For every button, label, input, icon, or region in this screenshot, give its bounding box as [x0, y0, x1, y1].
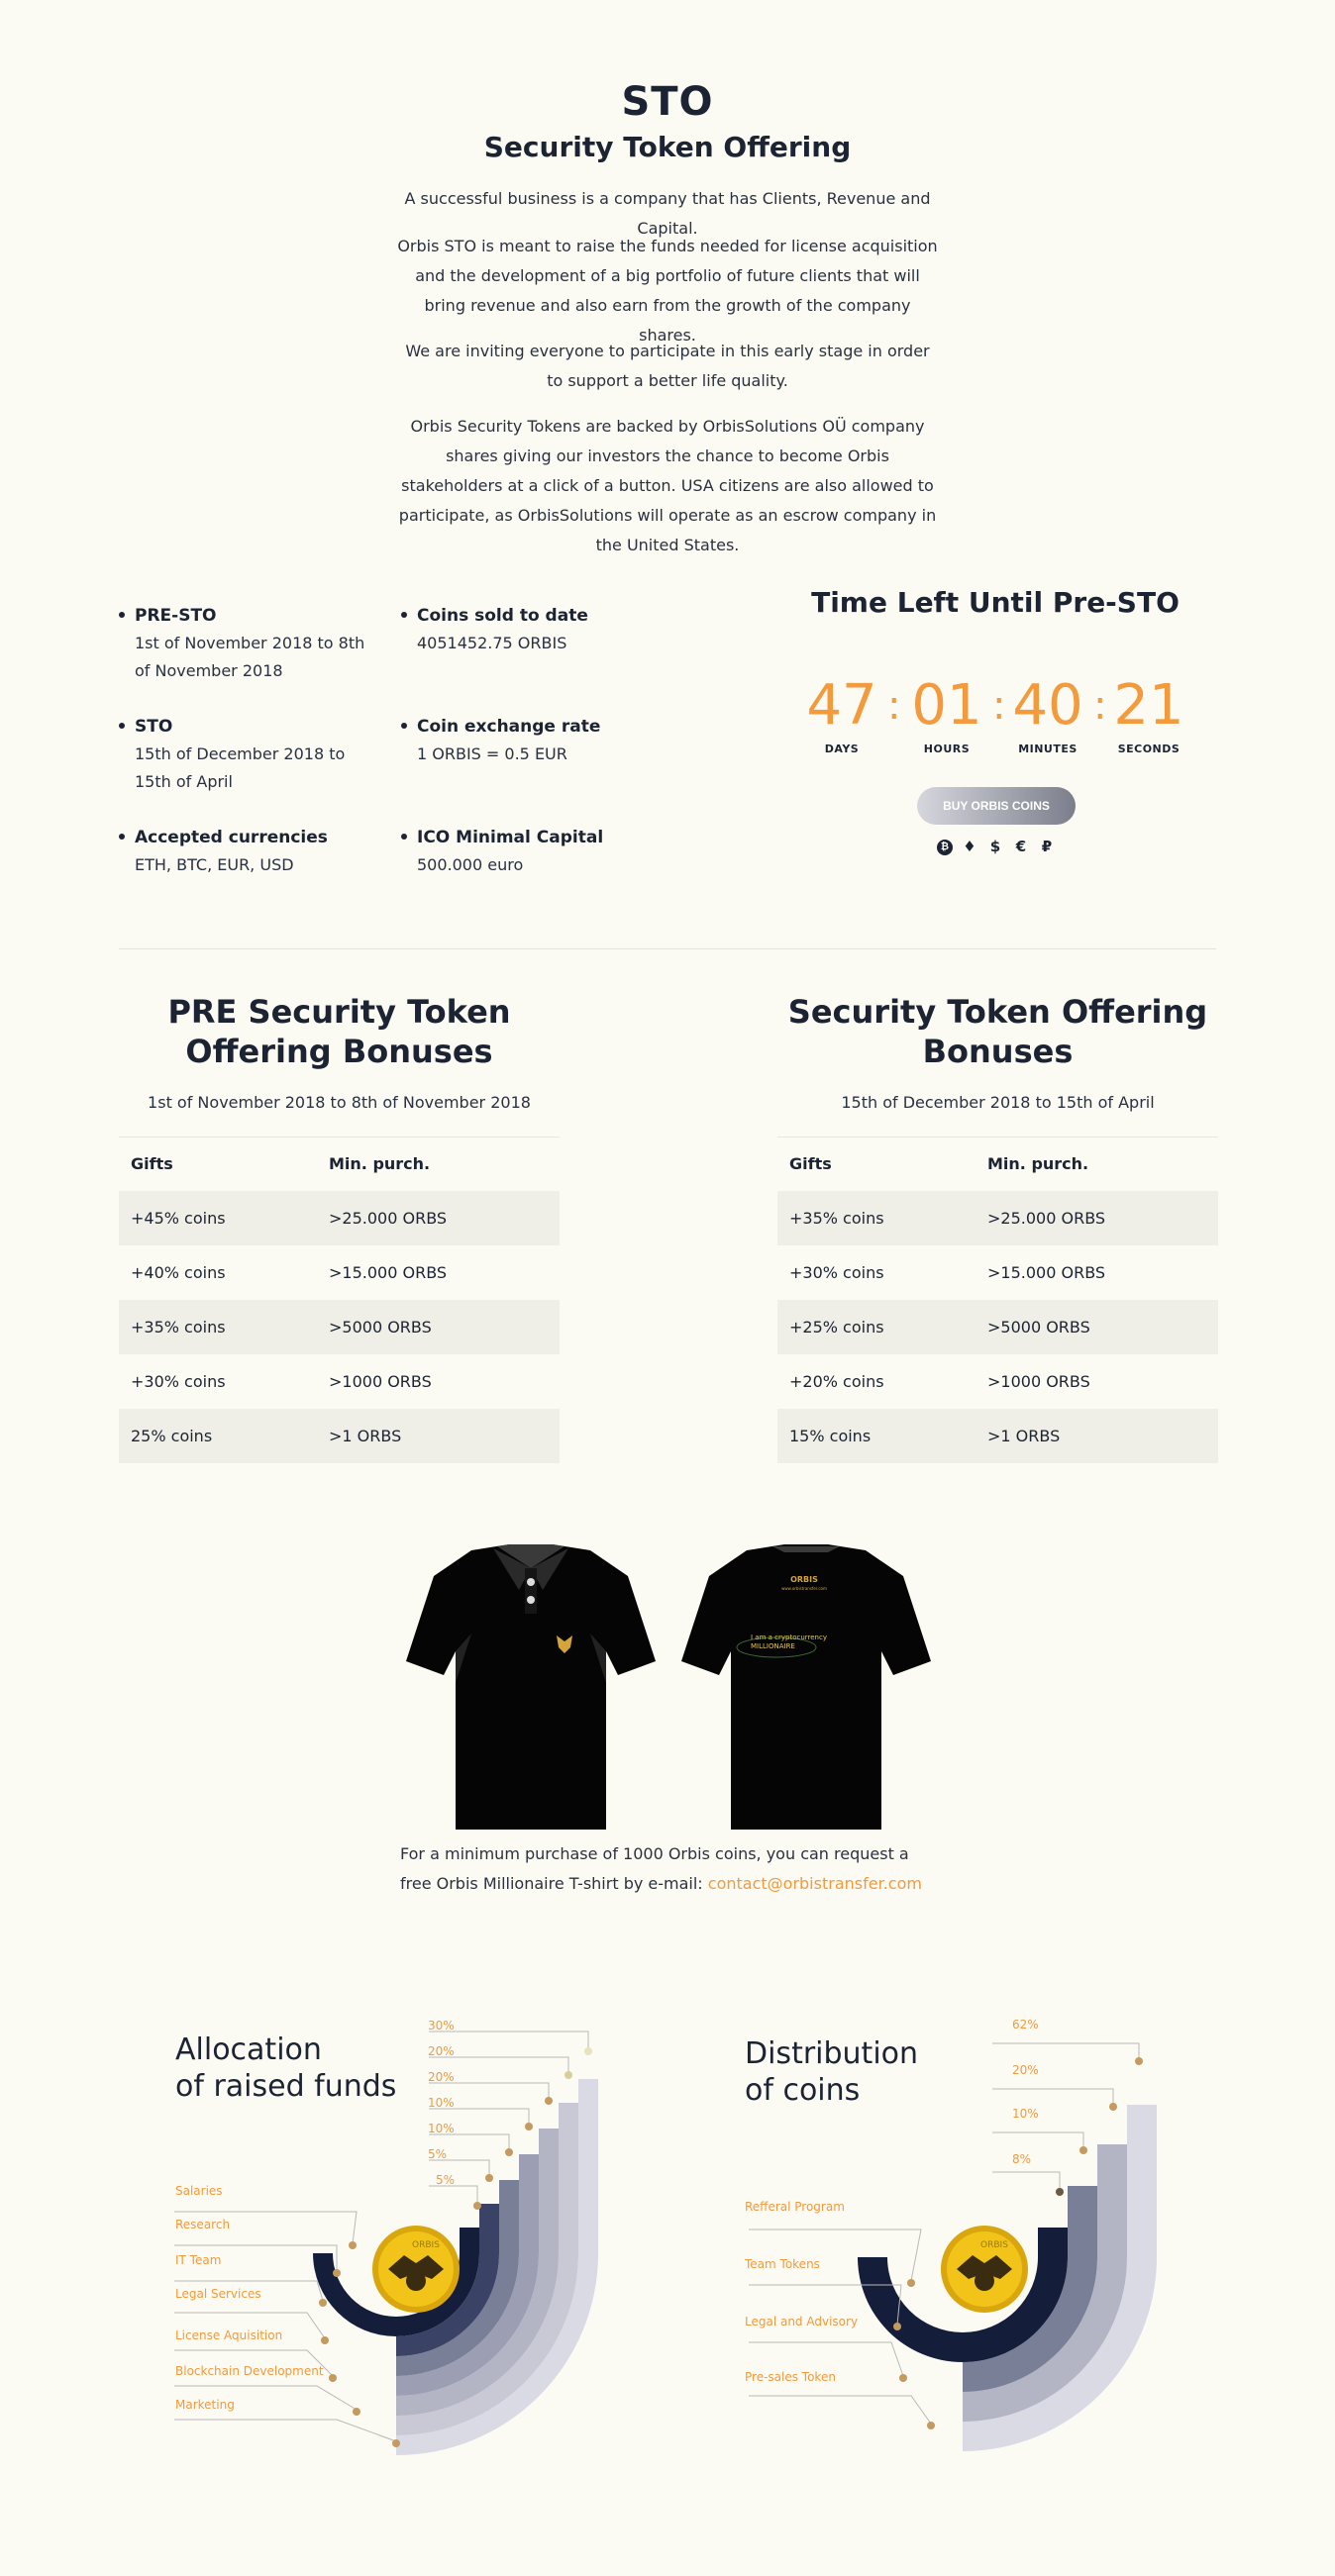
gift-cell: +30% coins — [789, 1262, 884, 1282]
allocation-label: License Aquisition — [175, 2328, 283, 2342]
countdown-label: SECONDS — [1117, 743, 1181, 755]
allocation-label: Research — [175, 2218, 231, 2231]
gift-cell: +45% coins — [119, 1191, 317, 1245]
countdown-separator: : — [887, 683, 901, 729]
sto-info-list-right — [401, 602, 659, 907]
distribution-title-line-1: Distribution — [745, 2036, 919, 2071]
table-header-row — [119, 1138, 560, 1191]
intro-paragraph-3: We are inviting everyone to participate in this early stage in order to support a better life quality. — [405, 342, 930, 390]
min-purchase-cell: >15.000 ORBS — [329, 1262, 448, 1282]
gift-cell: +25% coins — [777, 1300, 976, 1354]
tshirt-offer-text — [400, 1839, 935, 1899]
orbis-coin-icon — [372, 2226, 460, 2313]
column-header-gifts: Gifts — [119, 1138, 317, 1191]
gift-cell: +20% coins — [789, 1371, 884, 1391]
countdown-value: 47 — [806, 673, 877, 738]
allocation-label: Marketing — [175, 2398, 235, 2412]
min-purchase-cell: >1 ORBS — [317, 1409, 560, 1463]
allocation-percent: 5% — [428, 2147, 448, 2161]
distribution-label: Legal and Advisory — [745, 2315, 859, 2328]
info-value: ETH, BTC, EUR, USD — [135, 855, 294, 874]
allocation-ring-chart — [158, 2010, 614, 2465]
back-print-brand: ORBIS — [790, 1575, 818, 1584]
table-row — [119, 1300, 560, 1354]
tshirt-offer-description: For a minimum purchase of 1000 Orbis coins, you can request a free Orbis Millionaire T-shirt by e-mail: — [400, 1844, 909, 1893]
info-item-sto — [119, 713, 376, 796]
table-row — [119, 1245, 560, 1300]
info-value: 500.000 euro — [417, 855, 524, 874]
sto-bonus-table — [777, 1137, 1218, 1463]
info-value: 4051452.75 ORBIS — [417, 634, 567, 652]
section-divider — [119, 948, 1216, 949]
info-item-currencies — [119, 824, 376, 879]
distribution-label: Refferal Program — [745, 2200, 845, 2214]
sto-info-list-left — [119, 602, 376, 907]
intro-paragraph-2: Orbis STO is meant to raise the funds needed for license acquisition and the development of a big portfolio of future clients that will bring revenue and also earn from the growth of the company shares. — [397, 237, 938, 345]
distribution-percent: 62% — [1012, 2018, 1039, 2031]
coin-brand: ORBIS — [412, 2240, 440, 2250]
allocation-percent: 5% — [436, 2173, 456, 2187]
gift-cell: +35% coins — [777, 1191, 976, 1245]
min-purchase-cell: >5000 ORBS — [317, 1300, 560, 1354]
info-item-pre-sto — [119, 602, 376, 685]
countdown-separator: : — [1093, 683, 1107, 729]
pre-sto-bonus-table — [119, 1137, 560, 1463]
allocation-percent: 20% — [428, 2044, 455, 2058]
tshirt-front-image — [402, 1544, 660, 1833]
gift-cell: +35% coins — [119, 1300, 317, 1354]
min-purchase-cell: >25.000 ORBS — [317, 1191, 560, 1245]
column-header-min-purchase: Min. purch. — [317, 1138, 560, 1191]
allocation-label: Salaries — [175, 2184, 223, 2198]
column-header-gifts: Gifts — [777, 1138, 976, 1191]
countdown-timer — [802, 673, 1188, 755]
allocation-percent: 20% — [428, 2070, 455, 2084]
intro-paragraph-1: A successful business is a company that has Clients, Revenue and Capital. — [404, 189, 931, 238]
countdown-minutes — [1008, 673, 1087, 755]
countdown-value: 40 — [1012, 673, 1083, 738]
min-purchase-cell: >1 ORBS — [976, 1409, 1218, 1463]
distribution-percent: 10% — [1012, 2107, 1039, 2121]
page-title: STO — [621, 79, 714, 125]
countdown-value: 21 — [1113, 673, 1184, 738]
contact-email-link[interactable]: contact@orbistransfer.com — [707, 1874, 922, 1893]
distribution-title-line-2: of coins — [745, 2073, 861, 2108]
min-purchase-cell: >15.000 ORBS — [987, 1262, 1106, 1282]
allocation-percent: 30% — [428, 2019, 455, 2032]
info-item-exchange-rate — [401, 713, 659, 768]
gift-cell: 25% coins — [119, 1409, 317, 1463]
coin-brand: ORBIS — [980, 2240, 1008, 2250]
euro-icon: € — [1015, 838, 1027, 855]
allocation-title-line-1: Allocation — [175, 2032, 322, 2067]
tshirt-back-image — [677, 1544, 935, 1833]
table-row — [777, 1300, 1218, 1354]
ethereum-icon: ♦ — [963, 838, 976, 855]
gift-cell: +40% coins — [131, 1262, 226, 1282]
sto-bonuses-date: 15th of December 2018 to 15th of April — [841, 1093, 1155, 1112]
pre-sto-bonuses-date: 1st of November 2018 to 8th of November 2018 — [148, 1093, 531, 1112]
allocation-label: Blockchain Development — [175, 2364, 324, 2378]
distribution-percent: 20% — [1012, 2063, 1039, 2077]
info-value: 1 ORBIS = 0.5 EUR — [417, 744, 567, 763]
dollar-icon: $ — [989, 838, 1001, 855]
bitcoin-icon: ₿ — [937, 840, 953, 855]
countdown-title: Time Left Until Pre-STO — [811, 586, 1180, 619]
gift-cell: 15% coins — [777, 1409, 976, 1463]
countdown-value: 01 — [911, 673, 982, 738]
allocation-label: Legal Services — [175, 2287, 261, 2301]
table-row — [119, 1409, 560, 1463]
intro-paragraph-4: Orbis Security Tokens are backed by OrbisSolutions OÜ company shares giving our investors the chance to become Orbis stakeholders at a click of a button. USA citizens are also allowed to participate, as OrbisSolutions will operate as an escrow company in the United States. — [398, 417, 937, 554]
table-row — [119, 1354, 560, 1409]
min-purchase-cell: >1000 ORBS — [329, 1371, 432, 1391]
distribution-ring-chart — [733, 2010, 1169, 2465]
info-item-coins-sold — [401, 602, 659, 657]
distribution-percent: 8% — [1012, 2152, 1032, 2166]
gift-cell: +30% coins — [131, 1371, 226, 1391]
info-value: 1st of November 2018 to 8th of November 2018 — [135, 634, 365, 680]
countdown-days — [802, 673, 881, 755]
table-row — [777, 1409, 1218, 1463]
info-item-min-capital — [401, 824, 659, 879]
paypal-icon: ₽ — [1041, 838, 1053, 855]
countdown-seconds — [1109, 673, 1188, 755]
table-row — [777, 1245, 1218, 1300]
countdown-separator: : — [992, 683, 1006, 729]
table-row — [777, 1354, 1218, 1409]
countdown-label: MINUTES — [1018, 743, 1078, 755]
info-label: Coin exchange rate — [417, 717, 601, 737]
info-label: ICO Minimal Capital — [417, 828, 604, 847]
allocation-title-line-2: of raised funds — [175, 2069, 397, 2104]
allocation-label: IT Team — [175, 2253, 222, 2267]
accepted-currency-icons — [937, 838, 1056, 855]
table-header-row — [777, 1138, 1218, 1191]
back-print-slogan-1: I am a cryptocurrency — [751, 1634, 827, 1641]
pre-sto-bonuses-title: PRE Security Token Offering Bonuses — [167, 993, 511, 1070]
countdown-label: HOURS — [923, 743, 971, 755]
buy-orbis-coins-button[interactable]: BUY ORBIS COINS — [917, 787, 1076, 825]
countdown-hours — [907, 673, 986, 755]
table-row — [777, 1191, 1218, 1245]
info-value: 15th of December 2018 to 15th of April — [135, 744, 346, 791]
min-purchase-cell: >25.000 ORBS — [976, 1191, 1218, 1245]
allocation-percent: 10% — [428, 2122, 455, 2135]
info-label: Coins sold to date — [417, 606, 588, 626]
back-print-slogan-2: MILLIONAIRE — [751, 1642, 795, 1650]
min-purchase-cell: >5000 ORBS — [976, 1300, 1218, 1354]
sto-bonuses-title: Security Token Offering Bonuses — [787, 993, 1208, 1070]
orbis-coin-icon — [941, 2226, 1028, 2313]
countdown-label: DAYS — [824, 743, 860, 755]
column-header-min-purchase: Min. purch. — [976, 1138, 1218, 1191]
back-print-url: www.orbistransfer.com — [781, 1586, 827, 1591]
table-row — [119, 1191, 560, 1245]
info-label: STO — [135, 717, 173, 737]
info-label: PRE-STO — [135, 606, 217, 626]
info-label: Accepted currencies — [135, 828, 328, 847]
distribution-label: Pre-sales Token — [745, 2370, 836, 2384]
allocation-percent: 10% — [428, 2096, 455, 2110]
min-purchase-cell: >1000 ORBS — [987, 1371, 1090, 1391]
distribution-label: Team Tokens — [745, 2257, 820, 2271]
page-subtitle: Security Token Offering — [483, 131, 852, 163]
